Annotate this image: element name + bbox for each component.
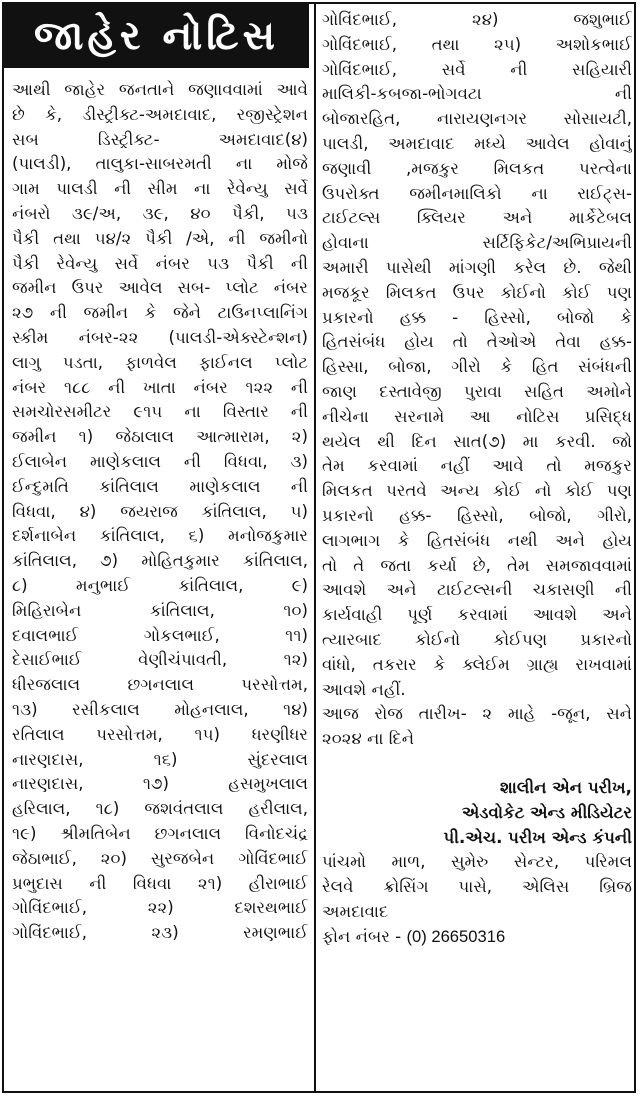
text-line: સબ ડિસ્ટ્રીક્ટ- અમદાવાદ(૪) <box>12 129 308 149</box>
text-line: આથી જાહેર જનતાને જણાવવામાં આવે <box>12 80 308 99</box>
text-line: ઈલાબેન માણેકલાલ ની વિધવા, ૩) <box>12 451 308 471</box>
text-line: નીચેના સરનામે આ નોટિસ પ્રસિદ્ધ <box>322 406 632 426</box>
text-line: રતિલાલ પરસોત્તમ, ૧૫) ધરણીધર <box>12 724 308 744</box>
text-line: તો તે જતા કર્યા છે, તેમ સમજાવવામાં <box>322 555 632 575</box>
text-line: સમચોરસમીટર ૯૧૫ ના વિસ્તાર ની <box>12 402 308 422</box>
text-line: છે કે, ડીસ્ટ્રીક્ટ-અમદાવાદ, રજીસ્ટ્રેશન <box>12 104 308 124</box>
text-line: ૮) મનુભાઈ કાંતિલાલ, ૯) <box>12 575 308 595</box>
text-line: ઈન્દુમતિ કાંતિલાલ માણેકલાલ ની <box>12 476 308 496</box>
text-line: લાગભાગ કે હિતસંબંધ નથી અને હોય <box>322 530 632 550</box>
text-line: માલિકી-કબજા-ભોગવટા ની <box>322 84 632 104</box>
text-line: જણાવી ,મજકુર મિલકત પરત્વેના <box>322 158 632 178</box>
notice-body-text <box>322 8 632 702</box>
text-line: ગોવિંદભાઈ, ૨૪) જશુભાઈ <box>322 10 632 29</box>
text-line: દેસાઈભાઈ વેણીચંપાવતી, ૧૨) <box>12 650 308 670</box>
text-line: પ્રભુદાસ ની વિધવા ૨૧) હીરાભાઈ <box>12 873 308 893</box>
text-line: બોજારહિત, નારાયણનગર સોસાયટી, <box>322 109 632 129</box>
text-line: સ્કીમ નંબર-૨૨ (પાલડી-એક્સ્ટેન્શન) <box>12 327 308 347</box>
text-line: અમદાવાદ <box>322 901 389 921</box>
notice-title: જાહેર નોટિસ <box>4 4 309 68</box>
text-line: વિધવા, ૪) જયરાજ કાંતિલાલ, ૫) <box>12 501 308 521</box>
text-line: નારણદાસ, ૧૭) હસમુખલાલ <box>12 774 308 794</box>
text-line: પાંચમો માળ, સુમેરુ સેન્ટર, પરિમલ <box>322 852 632 872</box>
text-line: આવશે નહીં. <box>322 679 406 699</box>
text-line: ટાઈટલ્સ ક્લિયર અને માર્કેટેબલ <box>322 208 632 228</box>
text-line: નારણદાસ, ૧૬) સુંદરલાલ <box>12 749 308 769</box>
notice-date <box>322 702 632 752</box>
text-line: પ્રકારનો હક્ક- હિસ્સો, બોજો, ગીરો, <box>322 505 632 525</box>
text-line: હરિલાલ, ૧૮) જશવંતલાલ હરીલાલ, <box>12 799 308 819</box>
text-line: મજકૂર મિલકત ઉપર કોઈનો કોઈ પણ <box>322 282 632 302</box>
column-divider <box>314 4 316 1091</box>
text-line: હિતસંબંધ હોય તો તેઓએ તેવા હક્ક- <box>322 332 632 352</box>
phone-label: ફોન નંબર - <box>322 926 402 946</box>
text-line: કાર્યવાહી પૂર્ણ કરવામાં આવશે અને <box>322 605 632 625</box>
text-line: લાગુ પડતા, ફાળવેલ ફાઈનલ પ્લોટ <box>12 352 308 372</box>
text-line: થયેલ થી દિન સાત(૭) મા કરવી. જો <box>322 431 632 451</box>
text-line: ગોવિંદભાઈ, ૨૩) રમણભાઈ <box>12 923 308 943</box>
advocate-designation: એડવોકેટ એન્ડ મીડિયેટર <box>461 802 632 822</box>
text-line: દવાલભાઈ ગોકલભાઈ, ૧૧) <box>12 625 308 645</box>
text-line: પૈકી તથા ૫૪/૨ પૈકી /એ, ની જમીનો <box>12 228 308 248</box>
text-line: મિહિરાબેન કાંતિલાલ, ૧૦) <box>12 600 308 620</box>
text-line: પ્રકારનો હક્ક - હિસ્સો, બોજો કે <box>322 307 632 327</box>
text-line: મિલકત પરતવે અન્ય કોઈ નો કોઈ પણ <box>322 481 632 501</box>
text-line: આજ રોજ તારીખ- ૨ માહે -જૂન, સને <box>322 704 632 724</box>
text-line: ગોવિંદભાઈ, સર્વે ની સહિયારી <box>322 59 632 79</box>
text-line: જમીન ઉપર આવેલ સબ- પ્લોટ નંબર <box>12 278 308 298</box>
text-line: આવશે અને ટાઈટલ્સની ચકાસણી ની <box>322 580 632 600</box>
text-line: ધીરજલાલ છગનલાલ પરસોત્તમ, <box>12 675 308 695</box>
text-line: જાણ દસ્તાવેજી પુરાવા સહિત અમોને <box>322 381 632 401</box>
advocate-name: શાલીન એન પરીખ, <box>500 777 632 797</box>
text-line: પાલડી, અમદાવાદ મધ્યે આવેલ હોવાનું <box>322 133 632 153</box>
text-line: દર્શનાબેન કાંતિલાલ, ૬) મનોજકુમાર <box>12 526 308 546</box>
text-line: વાંધો, તકરાર કે ક્લેઈમ ગ્રાહ્ય રાખવામાં <box>322 654 632 674</box>
phone-number: (0) 26650316 <box>406 926 506 946</box>
public-notice <box>2 2 636 1093</box>
text-line: ગોવિંદભાઈ, તથા ૨૫) અશોકભાઈ <box>322 34 632 54</box>
text-line: જમીન ૧) જેઠાલાલ આત્મારામ, ૨) <box>12 427 308 447</box>
firm-address <box>322 850 632 924</box>
text-line: ગોવિંદભાઈ, ૨૨) દશરથભાઈ <box>12 898 308 918</box>
phone-line <box>322 925 632 950</box>
text-line: (પાલડી), તાલુકા-સાબરમતી ના મોજે <box>12 154 308 174</box>
text-line: પૈકી રેવેન્યુ સર્વે નંબર ૫૩ પૈકી ની <box>12 253 308 273</box>
text-line: ગામ પાલડી ની સીમ ના રેવેન્યુ સર્વે <box>12 179 308 199</box>
text-line: ૨૭ ની જમીન કે જેને ટાઉનપ્લાનિંગ <box>12 303 308 323</box>
text-line: ઉપરોક્ત જમીનમાલિકો ના રાઈટ્સ- <box>322 183 632 203</box>
text-line: રેલવે ક્રોસિંગ પાસે, એલિસ બ્રિજ <box>322 877 632 897</box>
notice-body-left <box>12 78 308 946</box>
firm-name: પી.એચ. પરીખ એન્ડ કંપની <box>443 827 632 847</box>
text-line: હોવાના સર્ટિફિકેટ/અભિપ્રાયની <box>322 233 632 253</box>
text-line: કાંતિલાલ, ૭) મોહિતકુમાર કાંતિલાલ, <box>12 551 308 571</box>
text-line: ત્યારબાદ કોઈનો કોઈપણ પ્રકારનો <box>322 629 632 649</box>
text-line: ૨૦૨૪ ના દિને <box>322 729 415 749</box>
text-line: જેઠાભાઈ, ૨૦) સુરજબેન ગોવિંદભાઈ <box>12 848 308 868</box>
text-line: હિસ્સા, બોજા, ગીરો કે હિત સંબંધની <box>322 357 632 377</box>
text-line: અમારી પાસેથી માંગણી કરેલ છે. જેથી <box>322 257 632 277</box>
text-line: ૧૩) રસીકલાલ મોહનલાલ, ૧૪) <box>12 699 308 719</box>
text-line: તેમ કરવામાં નહીં આવે તો મજકુર <box>322 456 632 476</box>
text-line: નંબરો ૩૯/અ, ૩૯, ૪૦ પૈકી, ૫૩ <box>12 203 308 223</box>
text-line: ૧૯) શ્રીમતિબેન છગનલાલ વિનોદચંદ્ર <box>12 823 308 843</box>
text-line: નંબર ૧૮૮ ની ખાતા નંબર ૧૨૨ ની <box>12 377 308 397</box>
notice-body-right <box>322 8 632 949</box>
